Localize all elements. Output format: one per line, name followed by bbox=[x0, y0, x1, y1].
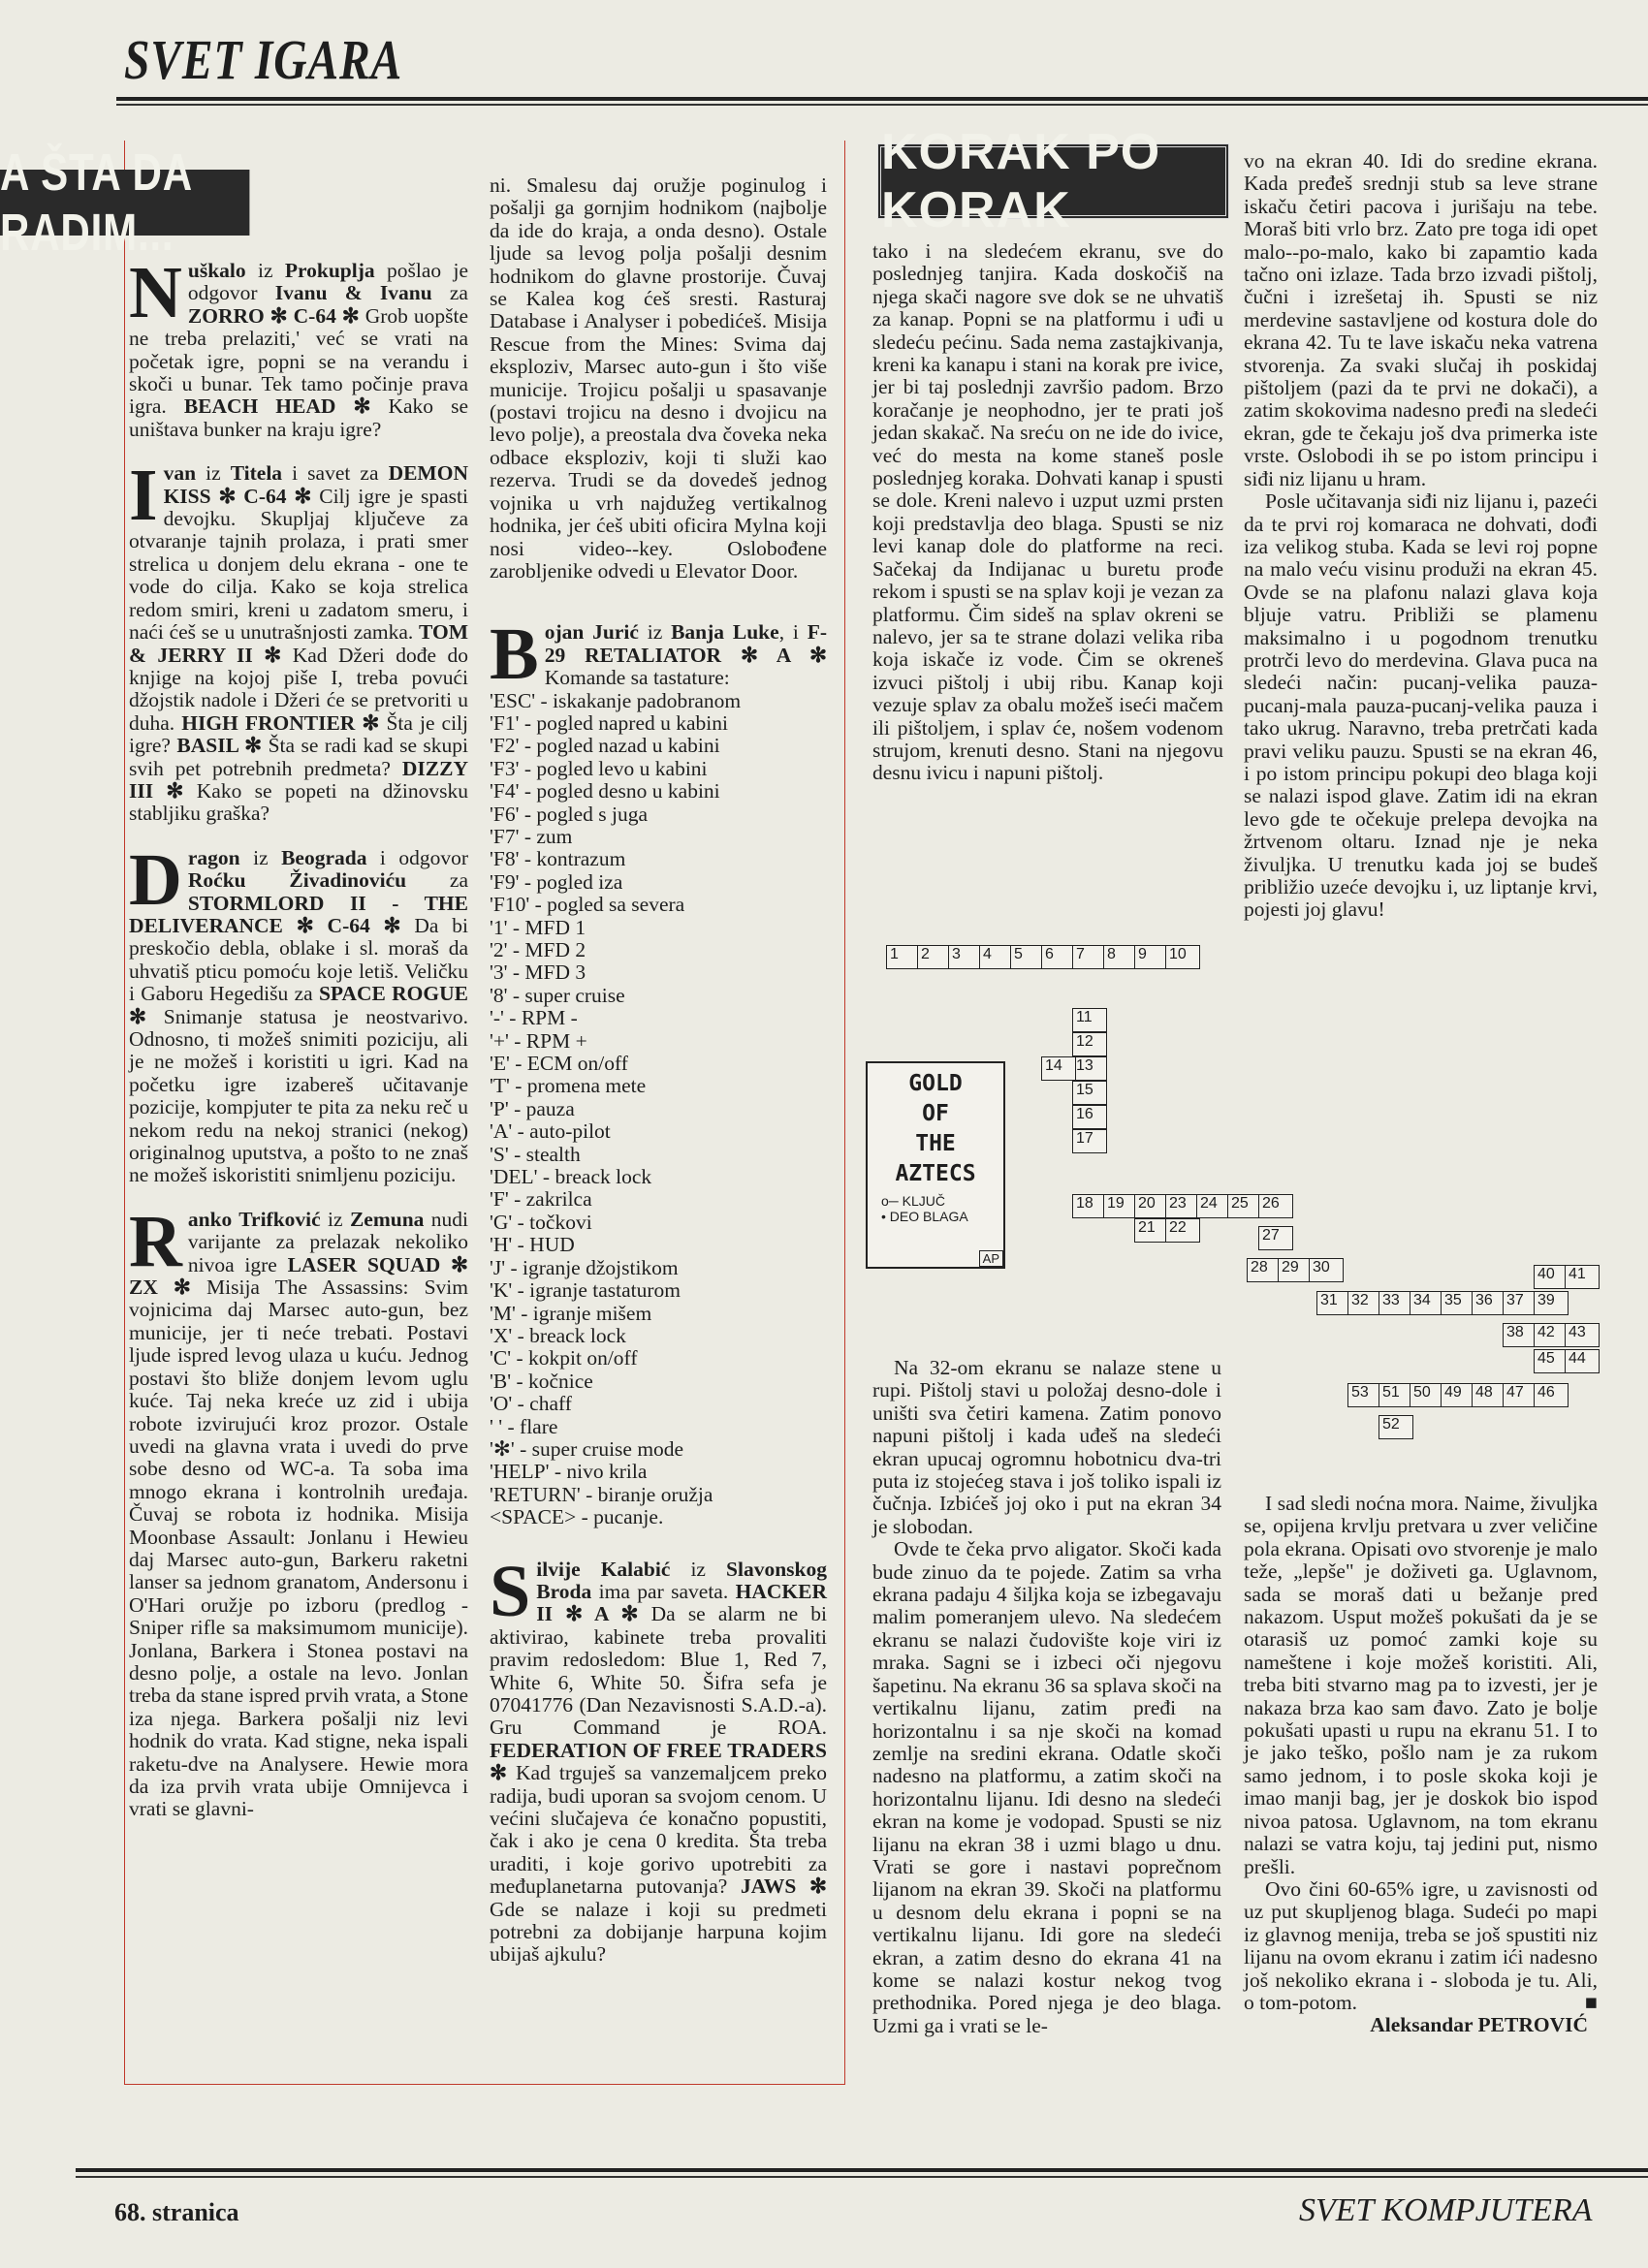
korak-text-3: Ovde te čeka prvo aligator. Skoči kada bude zinuo da te pojede. Zatim sa vrha ekrana padaju 4 šiljka koja se izbegavaju malim pomeranjem ulevo. Na sledećem ekranu se nalazi čudovište koje viri iz mraka. Sagni se i izbeci oči njegovu šapetinu. Na ekranu 36 sa splava skoči na vertikalnu lijanu, zatim pređi na horizontalnu i sa nje skoči na komad zemlje na sredini ekrana. Odatle skoči nadesno na platformu, a zatim skoči na horizontalnu lijanu. Idi desno na sledeći ekran na kome je vodopad. Spusti se niz lijanu na ekran 38 i uzmi blago u dnu. Vrati se gore i nastavi poprečnom lijanom na ekran 39. Skoči na platformu u desnom delu ekrana i popni se na vertikalnu lijanu. Idi gore na sledeći ekran, a zatim desno do ekrana 41 na kome se nalazi kostur nekog tvog prethodnika. Pored njega je deo blaga. Uzmi ga i vrati se le- bbox=[872, 1537, 1221, 2037]
letter-ranko-cont: ni. Smalesu daj oružje poginulog i pošalji ga gornjim hodnikom (najbolje da ide do kraja, a onda desno). Ostale ljude sa levog polja pošalji desnim hodnikom do glavne prostorije. Čuvaj se Kalea kog ćeš sresti. Rasturaj Database i Analyser i pobedićeš. Misija Rescue from the Mines: Svima daj eksploziv, Marsec auto-gun i što više municije. Trojicu pošalji u spasavanje (postavi trojicu na desno i dvojicu na levo polje), a preostala dva čoveka neka odbace eksploziv, koji ti služi kao rezerva. Trudi se da dovedeš jednog vojnika u vrh najdužeg vertikalnog hodnika, jer ćeš ubiti oficira Mylna koji nosi video--key. Oslobođene zarobljenike odvedi u Elevator Door. bbox=[490, 173, 827, 583]
command-item: 'F10' - pogled sa severa bbox=[490, 893, 685, 917]
author: Aleksandar PETROVIĆ bbox=[1370, 2013, 1588, 2037]
map-screen-cell: 16 bbox=[1072, 1105, 1107, 1129]
legend-treasure: • DEO BLAGA bbox=[881, 1209, 968, 1224]
map-screen-cell: 42 bbox=[1534, 1323, 1569, 1347]
command-item: 'DEL' - breack lock bbox=[490, 1165, 652, 1189]
command-item: '8' - super cruise bbox=[490, 983, 625, 1007]
map-screen-cell: 6 bbox=[1041, 945, 1076, 969]
command-item: 'F1' - pogled napred u kabini bbox=[490, 710, 728, 735]
legend-tag: AP bbox=[979, 1250, 1003, 1267]
command-item: 'F8' - kontrazum bbox=[490, 847, 626, 871]
map-screen-cell: 38 bbox=[1503, 1323, 1537, 1347]
command-item: '3' - MFD 3 bbox=[490, 961, 586, 985]
command-item: 'X' - breack lock bbox=[490, 1323, 626, 1347]
map-screen-cell: 8 bbox=[1103, 945, 1138, 969]
map-screen-cell: 3 bbox=[948, 945, 983, 969]
map-screen-cell: 12 bbox=[1072, 1032, 1107, 1056]
footer-rule-thin bbox=[76, 2176, 1648, 2178]
korak-text-4: vo na ekran 40. Idi do sredine ekrana. Kada pređeš srednji stub sa leve strane iskaču četiri pacova i jurišaju na tebe. Moraš biti vrlo brz. Zato pre toga idi opet malo--po-malo, kako bi zapamtio kada tačno oni izlaze. Tada brzo izvadi pištolj, čučni i izrešetaj ih. Spusti se niz merdevine sastavljene od kostura dole do ekrana 42. Tu te lave iskaču neka vatrena stvorenja. Za svaki slučaj ih poskidaj pištoljem (pazi da te prvi ne dokači), a zatim skokovima nadesno pređi na sledeći ekran, gde te čekaju još dva primerka iste vrste. Oslobodi ih se po istom principu i siđi niz lijanu u hram. bbox=[1244, 149, 1598, 490]
command-item: 'K' - igranje tastaturom bbox=[490, 1278, 681, 1303]
command-item: 'M' - igranje mišem bbox=[490, 1301, 652, 1325]
command-item: '2' - MFD 2 bbox=[490, 938, 586, 961]
map-screen-cell: 25 bbox=[1227, 1194, 1262, 1218]
footer-rule bbox=[76, 2168, 1648, 2172]
map-screen-cell: 27 bbox=[1258, 1226, 1293, 1250]
command-item: 'E' - ECM on/off bbox=[490, 1052, 628, 1076]
map-screen-cell: 45 bbox=[1534, 1349, 1569, 1373]
end-mark: ■ bbox=[1585, 1990, 1598, 2014]
command-item: <SPACE> - pucanje. bbox=[490, 1505, 664, 1529]
map-screen-cell: 35 bbox=[1441, 1291, 1475, 1315]
command-item: 'F4' - pogled desno u kabini bbox=[490, 779, 720, 803]
map-screen-cell: 32 bbox=[1347, 1291, 1382, 1315]
command-list bbox=[490, 690, 827, 1529]
command-item: 'F7' - zum bbox=[490, 824, 573, 848]
map-screen-cell: 49 bbox=[1441, 1383, 1475, 1407]
korak-text-2: Na 32-om ekranu se nalaze stene u rupi. Pištolj stavi u položaj desno-dole i uništi sva četiri kamena. Zatim ponovo napuni pištolj i kada uđeš na sledeći ekran upucaj ogromnu hobotnicu dva-tri puta iz stojećeg stava i još toliko ispali iz čučnja. Izbićeš joj oko i put na ekran 34 je slobodan. bbox=[872, 1356, 1221, 1538]
map-screen-cell: 43 bbox=[1565, 1323, 1600, 1347]
korak-banner: KORAK PO KORAK bbox=[877, 143, 1229, 219]
command-item: 'T' - promena mete bbox=[490, 1074, 647, 1098]
korak-text-1: tako i na sledećem ekranu, sve do poslednjeg tanjira. Kada doskočiš na njega skači nagore sve dok se ne uhvatiš za kanap. Popni se na platformu i uđi u sledeću pećinu. Sada nema zastajkivanja, kreni ka kanapu i stani na korak pre ivice, jer bi taj poslednji završio padom. Brzo koračanje je neophodno, jer te prati još jedan skakač. Na sreću on ne ide do ivice, već do mesta na kome staneš posle poslednjeg koraka. Dohvati kanap i spusti se dole. Kreni nalevo i uzput uzmi prsten koji predstavlja deo blaga. Spusti se niz levi kanap dole do platforme na reci. Sačekaj da Indijanac u buretu prođe rekom i spusti se na splav koji je vezan za platformu. Čim sideš na splav okreni se nalevo, jer sa te strane dolazi velika riba koja iskače iz vode. Čim se okreneš izvuci pištolj i ubij ribu. Kanap koji vezuje splav za obalu možeš iseći mačem ili pištoljem, i splav će, nošem vodenom strujom, krenuti desno. Stani na njegovu desnu ivicu i napuni pištolj. bbox=[872, 239, 1223, 785]
command-item: 'O' - chaff bbox=[490, 1392, 572, 1416]
treasure-dot-icon: • bbox=[881, 1209, 886, 1224]
key-icon: o─ bbox=[881, 1193, 899, 1209]
command-item: 'C' - kokpit on/off bbox=[490, 1346, 638, 1370]
command-item: 'A' - auto-pilot bbox=[490, 1119, 611, 1144]
korak-text-6: I sad sledi noćna mora. Naime, živuljka se, opijena krvlju pretvara u zver veličine pola ekrana. Opisati ovo stvorenje je malo teže, „lepše" je doživeti ga. Uglavnom, sada se moraš dati u bežanje pred nakazom. Usput možeš pokušati da je se otarasiš uz pomoć zamki koje su nameštene i koje možeš koristiti. Ali, treba biti stvarno mag pa to izvesti, jer je nakaza brza kao sam đavo. Zato je bolje pokušati upasti u rupu na ekranu 51. I to je jako teško, pošlo nam je za rukom samo jednom, i to posle skoka koji je imao manji bag, jer je doskok bio ispod nivoa patosa. Uglavnom, na tom ekranu nalazi se vatra koju, taj jedini put, nismo prešli. bbox=[1244, 1492, 1598, 1878]
command-item: 'S' - stealth bbox=[490, 1142, 581, 1166]
map-screen-cell: 22 bbox=[1165, 1218, 1200, 1243]
map-screen-cell: 20 bbox=[1134, 1194, 1169, 1218]
map-screen-cell: 5 bbox=[1010, 945, 1045, 969]
command-item: 'B' - kočnice bbox=[490, 1369, 593, 1393]
command-item: 'G' - točkovi bbox=[490, 1210, 592, 1234]
map-screen-cell: 46 bbox=[1534, 1383, 1569, 1407]
map-screen-cell: 4 bbox=[979, 945, 1014, 969]
header-rule-thin bbox=[116, 104, 1648, 106]
command-item: 'F9' - pogled iza bbox=[490, 869, 623, 894]
map-screen-cell: 30 bbox=[1309, 1258, 1344, 1282]
letter-nuskalo: Nuškalo iz Prokuplja pošlao je odgovor Ivanu & Ivanu za ZORRO ✻ C-64 ✻ Grob uopšte ne treba prelaziti,' već se vrati na početak igre, popni se na verandu i skoči u bunar. Tek tamo počinje prava igra. BEACH HEAD ✻ Kako se uništava bunker na kraju igre? bbox=[129, 252, 468, 441]
map-screen-cell: 31 bbox=[1316, 1291, 1351, 1315]
column-3-top bbox=[872, 240, 1223, 785]
command-item: '+' - RPM + bbox=[490, 1028, 587, 1053]
map-title: GOLD OF THE AZTECS bbox=[895, 1071, 976, 1186]
command-item: 'F6' - pogled s juga bbox=[490, 802, 649, 826]
command-item: 'F2' - pogled nazad u kabini bbox=[490, 734, 720, 758]
command-item: '✻' - super cruise mode bbox=[490, 1436, 684, 1461]
map-screen-cell: 37 bbox=[1503, 1291, 1537, 1315]
map-screen-cell: 13 bbox=[1072, 1056, 1107, 1081]
map-screen-cell: 47 bbox=[1503, 1383, 1537, 1407]
column-3-bottom bbox=[872, 1357, 1221, 2037]
map-screen-cell: 1 bbox=[886, 945, 921, 969]
map-screen-cell: 33 bbox=[1379, 1291, 1413, 1315]
drop-cap: D bbox=[129, 838, 182, 921]
drop-cap: R bbox=[129, 1200, 182, 1282]
map-screen-cell: 9 bbox=[1134, 945, 1169, 969]
command-item: 'ESC' - iskakanje padobranom bbox=[490, 688, 742, 712]
map-screen-cell: 53 bbox=[1347, 1383, 1382, 1407]
command-item: ' ' - flare bbox=[490, 1414, 558, 1438]
map-screen-cell: 24 bbox=[1196, 1194, 1231, 1218]
command-item: 'F3' - pogled levo u kabini bbox=[490, 756, 708, 780]
drop-cap: B bbox=[490, 614, 539, 696]
command-item: 'J' - igranje džojstikom bbox=[490, 1255, 679, 1279]
magazine-name: SVET KOMPJUTERA bbox=[1299, 2192, 1593, 2228]
command-item: 'P' - pauza bbox=[490, 1096, 575, 1120]
map-screen-cell: 17 bbox=[1072, 1129, 1107, 1153]
map-screen-cell: 11 bbox=[1072, 1008, 1107, 1032]
qa-banner: A ŠTA DA RADIM... bbox=[0, 170, 249, 236]
map-screen-cell: 36 bbox=[1472, 1291, 1506, 1315]
letter-ivan: Ivan iz Titela i savet za DEMON KISS ✻ C-64 ✻ Cilj igre je spasti devojku. Skupljaj ključeve za otvaranje tajnih prolaza, i prati smer strelica u donjem delu ekrana - one te vode do cilja. Kako se koja strelica redom smiri, kreni u zadatom smeru, i naći ćeš se u unutrašnjosti zamka. TOM & JERRY II ✻ Kad Džeri dođe do knjige na kojoj piše I, treba povući džojstik nadole i Džeri će se pretvoriti u duha. HIGH FRONTIER ✻ Šta je cilj igre? BASIL ✻ Šta se radi kad se skupi svih pet potrebnih predmeta? DIZZY III ✻ Kako se popeti na džinovsku stabljiku graška? bbox=[129, 455, 469, 826]
column-5 bbox=[1244, 1493, 1598, 2037]
map-screen-cell: 34 bbox=[1410, 1291, 1444, 1315]
map-screen-cell: 39 bbox=[1534, 1291, 1569, 1315]
map-screen-cell: 23 bbox=[1165, 1194, 1200, 1218]
section-header-title: SVET IGARA bbox=[124, 28, 403, 91]
map-screen-cell: 15 bbox=[1072, 1081, 1107, 1105]
map-screen-cell: 40 bbox=[1534, 1265, 1569, 1289]
command-item: 'HELP' - nivo krila bbox=[490, 1460, 648, 1484]
column-1 bbox=[129, 252, 469, 1821]
letter-bojan: Bojan Jurić iz Banja Luke, i F-29 RETALIATOR ✻ A ✻ Komande sa tastature: bbox=[490, 614, 827, 696]
map-screen-cell: 2 bbox=[917, 945, 952, 969]
drop-cap: I bbox=[129, 455, 158, 537]
map-legend-box bbox=[866, 1061, 1005, 1269]
map-screen-cell: 10 bbox=[1165, 945, 1200, 969]
korak-text-5: Posle učitavanja siđi niz lijanu i, pazeći da te prvi roj komaraca ne dohvati, dođi iza velikog stuba. Kada se levi roj popne na malo veću visinu produži na ekran 45. Ovde se na plafonu nalazi glava koja bljuje vatru. Približi se plamenu maksimalno i u pogodnom trenutku protrči levo do merdevina. Glava puca na sledeći način: pucanj-velika pauza-pucanj-mala pauza-pucanj-velika pauza i tako ukrug. Naravno, treba pretrčati kada pravi veliku pauzu. Spusti se na ekran 46, i po istom principu pokupi deo blaga koji se nalazi ispod glave. Zatim idi na ekran levo gde te očekuje prelepa devojka na žrtvenom oltaru. Iznad nje je neka živuljka. U trenutku kada joj se budeš približio uzeće devojku i, uz liptanje krvi, pojesti joj glavu! bbox=[1244, 489, 1598, 922]
letter-dragon: Dragon iz Beograda i odgovor Roćku Živadinoviću za STORMLORD II - THE DELIVERANCE ✻ C-64 ✻ Da bi preskočio debla, oblake i sl. moraš da uhvatiš pticu pomoću koje letiš. Veličku i Gaboru Hegedišu za SPACE ROGUE ✻ Snimanje statusa je neostvarivo. Odnosno, ti možeš snimiti poziciju, ali je ne možeš i koristiti u igri. Kad na početku igre izabereš učitavanje pozicije, kompjuter te pita za neku reč u nekom redu na nekoj stranici (nekog) originalnog uputstva, a pošto to ne znaš ne možeš iskoristiti snimljenu poziciju. bbox=[129, 838, 468, 1187]
header-rule bbox=[116, 97, 1648, 101]
command-item: 'H' - HUD bbox=[490, 1233, 575, 1257]
command-item: 'F' - zakrilca bbox=[490, 1187, 592, 1212]
map-screen-cell: 18 bbox=[1072, 1194, 1107, 1218]
command-item: 'RETURN' - biranje oružja bbox=[490, 1482, 713, 1506]
command-item: '1' - MFD 1 bbox=[490, 915, 586, 939]
map-screen-cell: 50 bbox=[1410, 1383, 1444, 1407]
drop-cap: N bbox=[129, 252, 182, 333]
map-screen-cell: 19 bbox=[1103, 1194, 1138, 1218]
letter-silvije: Silvije Kalabić iz Slavonskog Broda ima par saveta. HACKER II ✻ A ✻ Da se alarm ne bi aktivirao, kabinete treba provaliti pravim redosledom: Blue 1, Red 7, White 6, White 50. Šifra sefa je 07041776 (Dan Nezavisnosti S.A.D.-a). Gru Command je ROA. FEDERATION OF FREE TRADERS ✻ Kad trguješ sa vanzemaljcem preko radija, budi uporan sa svojom cenom. U većini slučajeva će konačno popustiti, čak i ako je cena 0 kredita. Šta treba uraditi, i koje gorivo upotrebiti za međuplanetarna putovanja? JAWS ✻ Gde se nalaze i koji su predmeti potrebni za dobijanje harpuna kojim ubijaš ajkulu? bbox=[490, 1550, 828, 1967]
map-screen-cell: 26 bbox=[1258, 1194, 1293, 1218]
map-screen-cell: 29 bbox=[1278, 1258, 1313, 1282]
column-2 bbox=[490, 174, 827, 1967]
map-screen-cell: 44 bbox=[1565, 1349, 1600, 1373]
map-screen-cell: 52 bbox=[1379, 1415, 1413, 1439]
map-screen-cell: 51 bbox=[1379, 1383, 1413, 1407]
map-screen-cell: 14 bbox=[1041, 1056, 1076, 1081]
drop-cap: S bbox=[490, 1550, 531, 1632]
map-screen-cell: 7 bbox=[1072, 945, 1107, 969]
page-number: 68. stranica bbox=[114, 2198, 239, 2226]
map-screen-cell: 48 bbox=[1472, 1383, 1506, 1407]
map-screen-cell: 21 bbox=[1134, 1218, 1169, 1243]
map-screen-cell: 41 bbox=[1565, 1265, 1600, 1289]
legend-key: o─ KLJUČ bbox=[881, 1193, 945, 1209]
column-4 bbox=[1244, 150, 1598, 922]
command-item: '-' - RPM - bbox=[490, 1006, 578, 1030]
letter-ranko: Ranko Trifković iz Zemuna nudi varijante za prelazak nekoliko nivoa igre LASER SQUAD ✻ ZX ✻ Misija The Assassins: Svim vojnicima daj Marsec auto-gun, bez municije, jer ti neće trebati. Postavi ljude ispred levog ulaza u kuću. Jednog postavi što bliže donjem levom uglu kuće. Taj neka kreće uz zid i ubija robote izvirujući kroz prozor. Ostale uvedi na glavna vrata i uvedi do prve sobe desno od WC-a. Ta soba ima mnogo ekrana i kontrolnih uređaja. Čuvaj se robota iz hodnika. Misija Moonbase Assault: Jonlanu i Hewieu daj Marsec auto-gun, Barkeru raketni lanser sa jednom granatom, Andersonu i O'Hari oružje po izboru (predlog - Sniper rifle sa maksimumom municije). Jonlana, Barkera i Stonea postavi na desno polje, a ostale na levo. Jonlan treba da stane ispred prvih vrata, a Stone iza njega. Barkera pošalji niz levi hodnik do vrata. Kad stigne, neka ispali raketu-dve na Analysere. Hewie mora da iza prvih vrata ubije Omnijevca i vrati se glavni- bbox=[129, 1200, 468, 1821]
map-screen-cell: 28 bbox=[1247, 1258, 1282, 1282]
korak-text-7: Ovo čini 60-65% igre, u zavisnosti od uz put skupljenog blaga. Sudeći po mapi iz glavnog menija, treba se još spustiti niz lijanu na ovom ekranu i zatim ići nadesno još nekoliko ekrana i - sloboda je tu. Ali, o tom-potom. ■ bbox=[1244, 1876, 1598, 2014]
